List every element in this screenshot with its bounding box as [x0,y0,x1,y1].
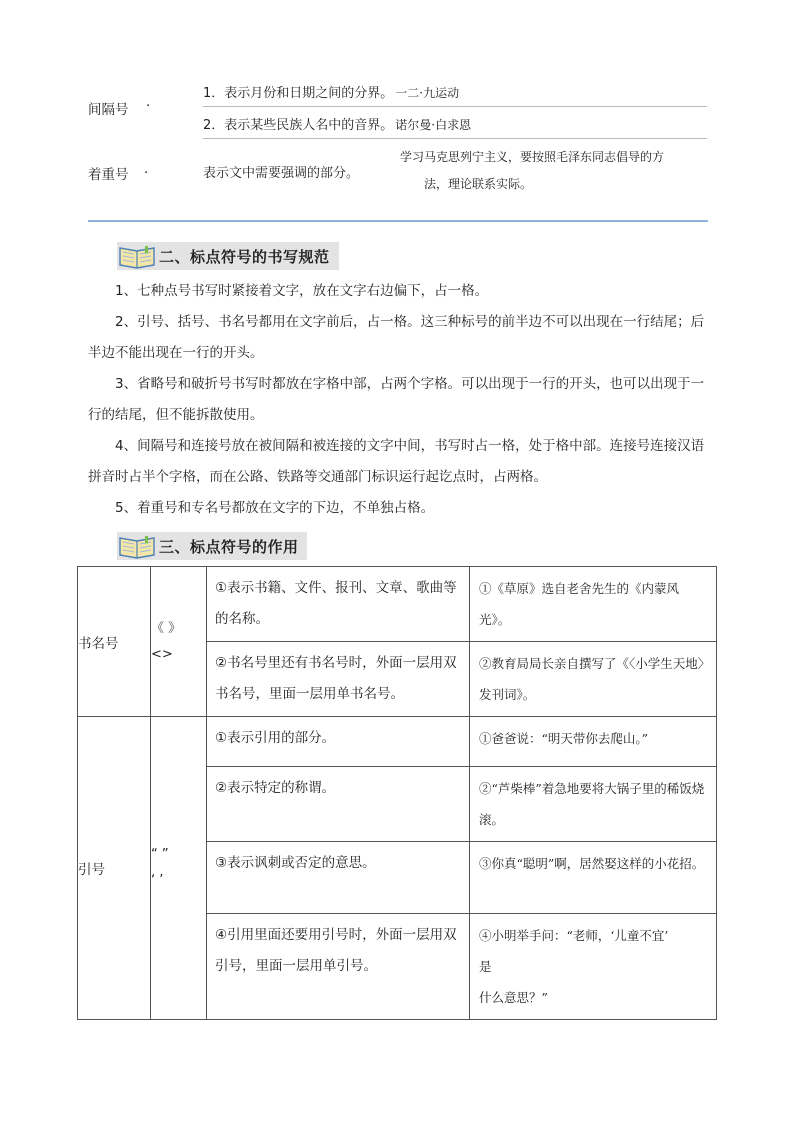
mark-symbol: ‘ ’ [151,873,164,888]
rule-paragraph: 1、七种点号书写时紧接着文字，放在文字右边偏下，占一格。 [115,283,489,299]
quotation-mark-name: 引号 [78,717,151,1020]
example-cell: ③你真“聪明”啊，居然娶这样的小花招。 [470,842,717,914]
book-title-mark-symbols [151,567,207,717]
interval-mark-symbol: · [146,98,151,114]
function-cell: ③表示讽刺或否定的意思。 [207,842,470,914]
example-cell [470,914,717,1020]
writing-rules [88,276,708,524]
punctuation-function-table [77,566,717,1020]
quotation-mark-symbols [151,717,207,1020]
row-divider [203,106,707,107]
interval-item-1 [203,82,459,101]
emphasis-example-line: 法，理论联系实际。 [424,177,533,191]
table-row [78,717,717,767]
rule-paragraph: 3、省略号和破折号书写时都放在字格中部，占两个字格。可以出现于一行的开头，也可以出现于一行的结尾，但不能拆散使用。 [88,376,705,423]
emphasis-mark-symbol: . [144,161,149,177]
interval-item-2-text: 2．表示某些民族人名中的音界。 [203,118,394,133]
mark-symbol: <> [151,646,173,662]
section-title: 二、标点符号的书写规范 [159,247,330,266]
example-cell: ①《草原》选自老舍先生的《内蒙风光》。 [470,567,717,642]
interval-item-2 [203,114,471,133]
row-divider [203,138,707,139]
function-cell: ④引用里面还要用引号时，外面一层用双引号，里面一层用单引号。 [207,914,470,1020]
example-cell: ①爸爸说：“明天带你去爬山。” [470,717,717,767]
table-row [78,567,717,642]
function-cell: ②书名号里还有书名号时，外面一层用双书名号，里面一层用单书名号。 [207,642,470,717]
section-divider [88,220,708,222]
example-line: ④小明举手问：“老师，‘儿童不宜’ [479,928,669,943]
emphasis-example-line: 学习马克思列宁主义，要按照毛泽东同志倡导的方 [400,150,665,164]
function-cell: ②表示特定的称谓。 [207,767,470,842]
section-title: 三、标点符号的作用 [159,537,299,556]
mark-symbol: 《 》 [151,620,182,636]
interval-mark-name: 间隔号 [88,102,129,118]
rule-paragraph: 5、着重号和专名号都放在文字的下边，不单独占格。 [115,500,435,516]
section-header-2 [117,242,330,270]
interval-item-1-text: 1．表示月份和日期之间的分界。 [203,86,394,101]
example-cell: ②教育局局长亲自撰写了《〈小学生天地〉发刊词》。 [470,642,717,717]
emphasis-example [400,144,710,198]
rule-paragraph: 2、引号、括号、书名号都用在文字前后，占一格。这三种标号的前半边不可以出现在一行结尾；后半边不能出现在一行的开头。 [88,314,705,361]
example-line: 什么意思？” [479,990,548,1005]
open-book-icon [117,533,157,559]
book-title-mark-name: 书名号 [78,567,151,717]
example-cell: ②“芦柴棒”着急地要将大锅子里的稀饭烧滚。 [470,767,717,842]
rule-paragraph: 4、间隔号和连接号放在被间隔和被连接的文字中间，书写时占一格，处于格中部。连接号连接汉语拼音时占半个字格，而在公路、铁路等交通部门标识运行起讫点时，占两格。 [88,438,705,485]
emphasis-mark-name: 着重号 [88,167,129,183]
open-book-icon [117,243,157,269]
function-cell: ①表示引用的部分。 [207,717,470,767]
interval-item-2-example: 诺尔曼·白求恩 [395,118,472,132]
function-cell: ①表示书籍、文件、报刊、文章、歌曲等的名称。 [207,567,470,642]
emphasis-description: 表示文中需要强调的部分。 [203,166,360,181]
mark-symbol: “ ” [151,847,169,862]
section-header-3 [117,532,299,560]
interval-item-1-example: 一二·九运动 [395,86,460,100]
example-line: 是 [479,959,492,974]
